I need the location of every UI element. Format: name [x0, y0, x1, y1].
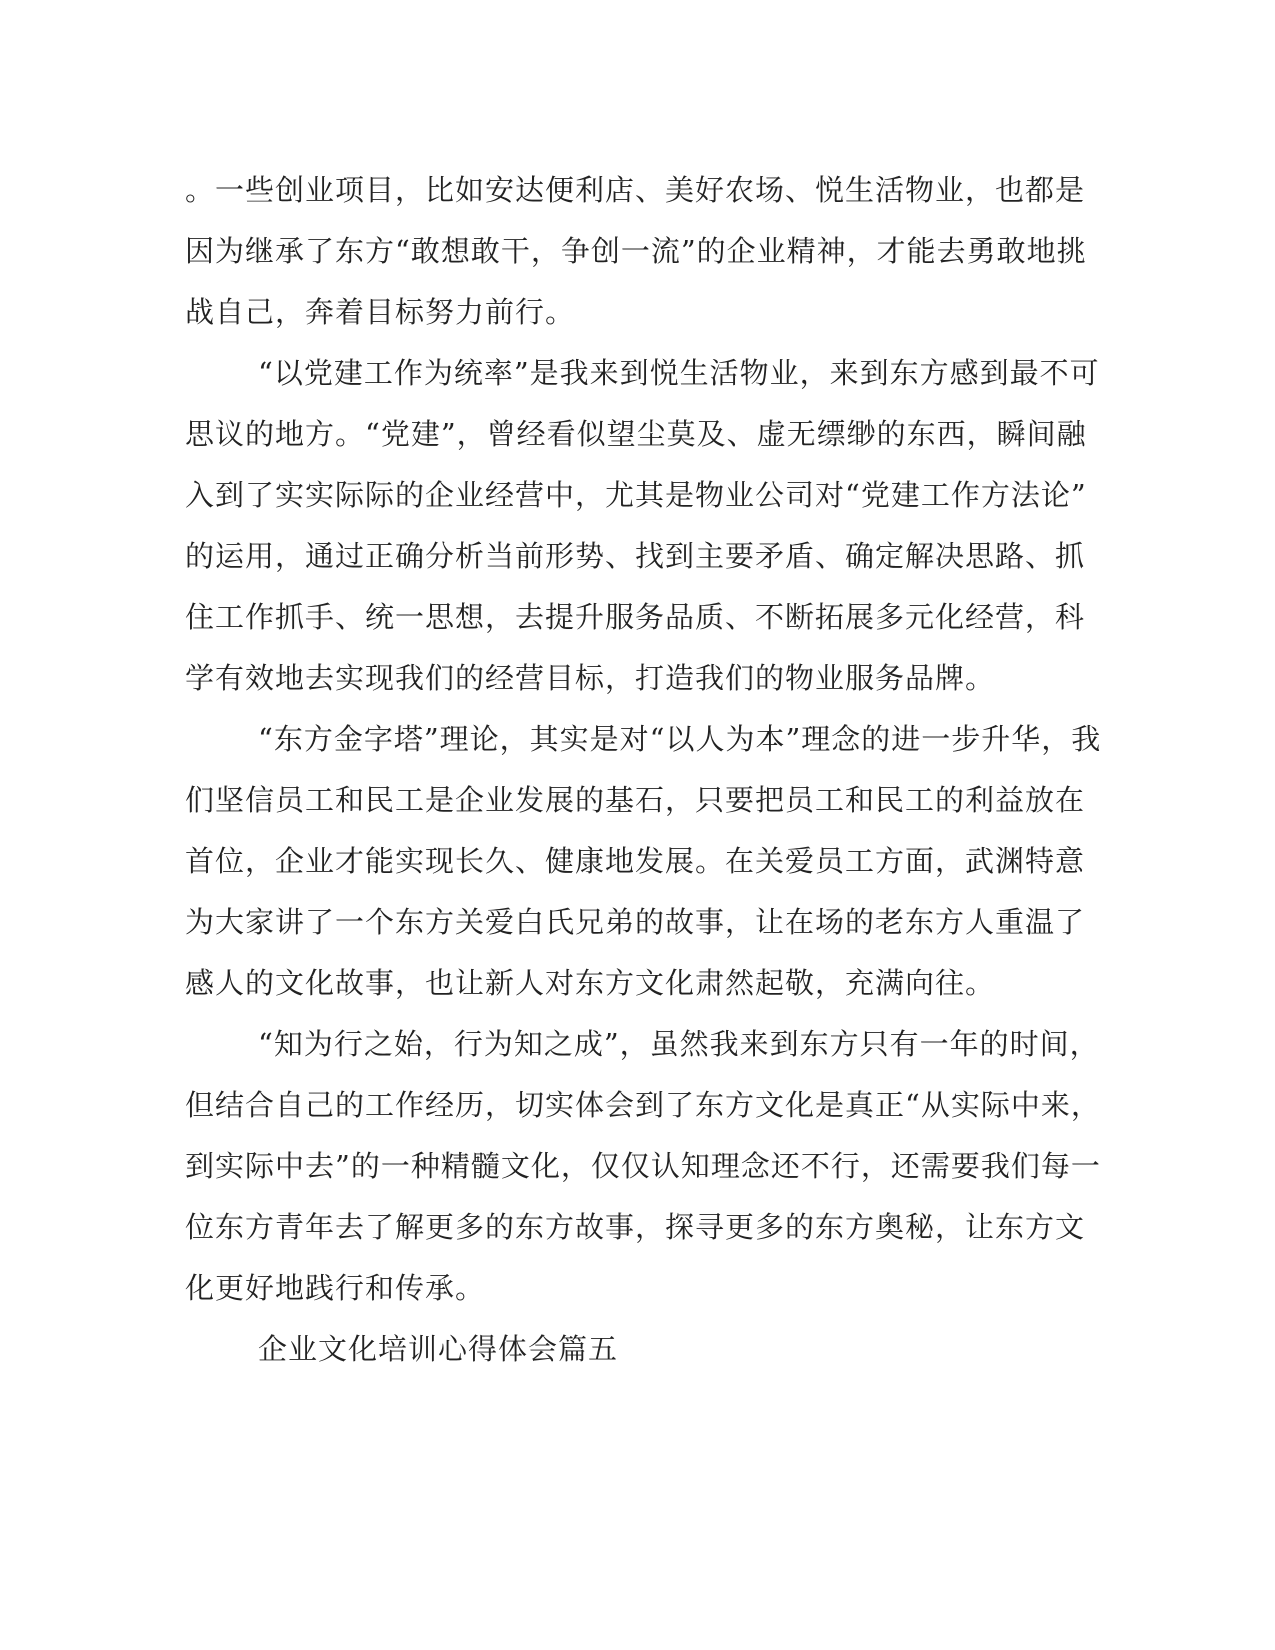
section-heading: 企业文化培训心得体会篇五	[258, 1332, 619, 1366]
text-line: 首位，企业才能实现长久、健康地发展。在关爱员工方面，武渊特意	[185, 844, 1086, 878]
text-line: 们坚信员工和民工是企业发展的基石，只要把员工和民工的利益放在	[185, 783, 1086, 817]
text-line: 因为继承了东方“敢想敢干，争创一流”的企业精神，才能去勇敢地挑	[185, 234, 1087, 268]
paragraph-start-line: “知为行之始，行为知之成”，虽然我来到东方只有一年的时间，	[258, 1027, 1100, 1061]
text-line: 但结合自己的工作经历，切实体会到了东方文化是真正“从实际中来，	[185, 1088, 1101, 1122]
text-line: 学有效地去实现我们的经营目标，打造我们的物业服务品牌。	[185, 661, 996, 695]
text-line: 到实际中去”的一种精髓文化，仅仅认知理念还不行，还需要我们每一	[185, 1149, 1101, 1183]
document-body	[185, 160, 1102, 1380]
text-line: 战自己，奔着目标努力前行。	[185, 295, 576, 329]
text-line: 。一些创业项目，比如安达便利店、美好农场、悦生活物业，也都是	[185, 173, 1086, 207]
text-line: 为大家讲了一个东方关爱白氏兄弟的故事，让在场的老东方人重温了	[185, 905, 1086, 939]
text-line: 思议的地方。“党建”，曾经看似望尘莫及、虚无缥缈的东西，瞬间融	[185, 417, 1087, 451]
text-line: 入到了实实际际的企业经营中，尤其是物业公司对“党建工作方法论”	[185, 478, 1087, 512]
text-line: 感人的文化故事，也让新人对东方文化肃然起敬，充满向往。	[185, 966, 996, 1000]
text-line: 住工作抓手、统一思想，去提升服务品质、不断拓展多元化经营，科	[185, 600, 1086, 634]
text-line: 位东方青年去了解更多的东方故事，探寻更多的东方奥秘，让东方文	[185, 1210, 1086, 1244]
paragraph-start-line: “东方金字塔”理论，其实是对“以人为本”理念的进一步升华，我	[258, 722, 1102, 756]
text-line: 化更好地践行和传承。	[185, 1271, 486, 1305]
text-line: 的运用，通过正确分析当前形势、找到主要矛盾、确定解决思路、抓	[185, 539, 1086, 573]
paragraph-start-line: “以党建工作为统率”是我来到悦生活物业，来到东方感到最不可	[258, 356, 1100, 390]
